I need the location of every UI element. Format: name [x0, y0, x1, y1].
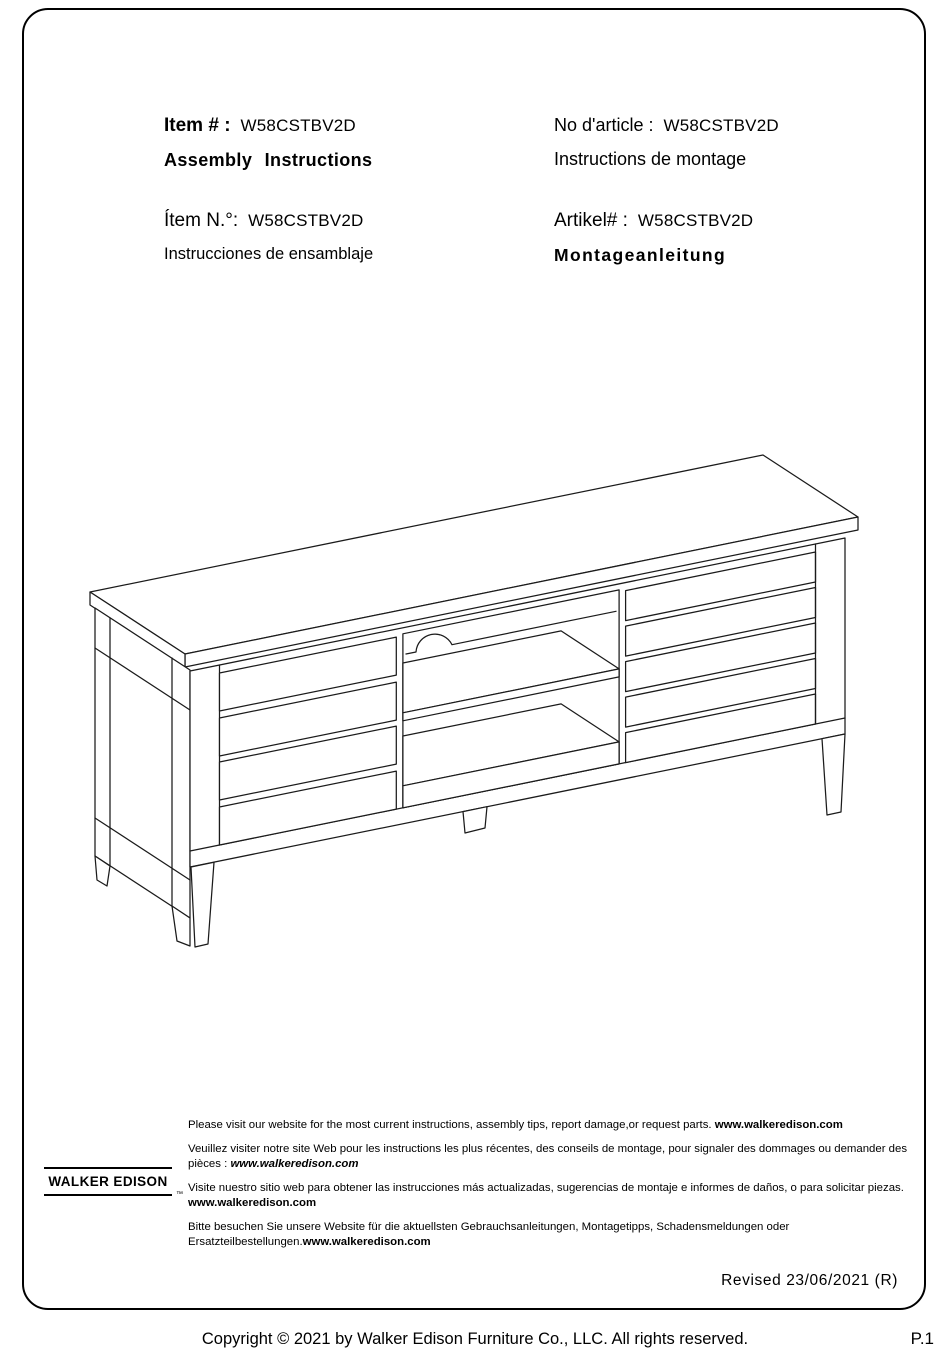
notice-french: [188, 1142, 912, 1172]
website-url-de: www.walkeredison.com: [302, 1236, 431, 1249]
header-block-english: [164, 115, 372, 171]
subtitle-de: Montageanleitung: [554, 245, 727, 265]
item-label-de: Artikel# :: [554, 210, 628, 231]
notice-text-es: Visite nuestro sitio web para obtener las instrucciones más actualizadas, sugerencias de montaje e informes de daños, o para solicitar piezas.: [188, 1182, 904, 1195]
notice-german: [188, 1220, 912, 1250]
notice-text-en: Please visit our website for the most current instructions, assembly tips, report damage,or request parts.: [188, 1119, 712, 1131]
item-number-de: W58CSTBV2D: [637, 211, 754, 230]
page-border-frame: [22, 8, 926, 1310]
header-block-german: [554, 210, 753, 266]
item-label-fr: No d'article :: [554, 115, 654, 135]
walker-edison-logo: [44, 1167, 183, 1198]
subtitle-fr: Instructions de montage: [554, 149, 747, 169]
copyright-text: Copyright © 2021 by Walker Edison Furniture Co., LLC. All rights reserved.: [201, 1330, 749, 1348]
subtitle-es: Instrucciones de ensamblaje: [164, 245, 374, 263]
notice-spanish: [188, 1181, 912, 1211]
subtitle-en: Assembly Instructions: [164, 150, 373, 170]
item-number-en: W58CSTBV2D: [240, 116, 356, 135]
item-label-en: Item # :: [164, 115, 231, 136]
item-number-row: [554, 115, 779, 136]
website-notices: [188, 1118, 912, 1259]
notice-text-de: Bitte besuchen Sie unsere Website für die aktuellsten Gebrauchsanleitungen, Montagetipps, Schadensmeldungen oder Ersatzteilbestellungen.: [188, 1221, 790, 1249]
trademark-symbol: ™: [176, 1191, 183, 1198]
website-url-es: www.walkeredison.com: [188, 1197, 317, 1210]
notice-english: [188, 1118, 912, 1133]
website-url-en: www.walkeredison.com: [714, 1119, 843, 1131]
header-block-french: [554, 115, 779, 170]
brand-name: WALKER EDISON: [48, 1174, 168, 1189]
notice-text-fr: Veuillez visiter notre site Web pour les instructions les plus récentes, des conseils de montage, pour signaler des dommages ou demander des pièces :: [188, 1143, 908, 1171]
header-block-spanish: [164, 210, 373, 264]
item-number-fr: W58CSTBV2D: [663, 116, 779, 135]
item-number-row: [164, 115, 372, 137]
website-url-fr: www.walkeredison.com: [230, 1158, 359, 1171]
item-number-es: W58CSTBV2D: [248, 211, 364, 230]
item-number-row: [554, 210, 753, 232]
revision-note: Revised 23/06/2021 (R): [721, 1272, 898, 1289]
item-label-es: Ítem N.°:: [164, 210, 239, 231]
item-number-row: [164, 210, 373, 232]
page-number: P.1: [910, 1329, 934, 1348]
